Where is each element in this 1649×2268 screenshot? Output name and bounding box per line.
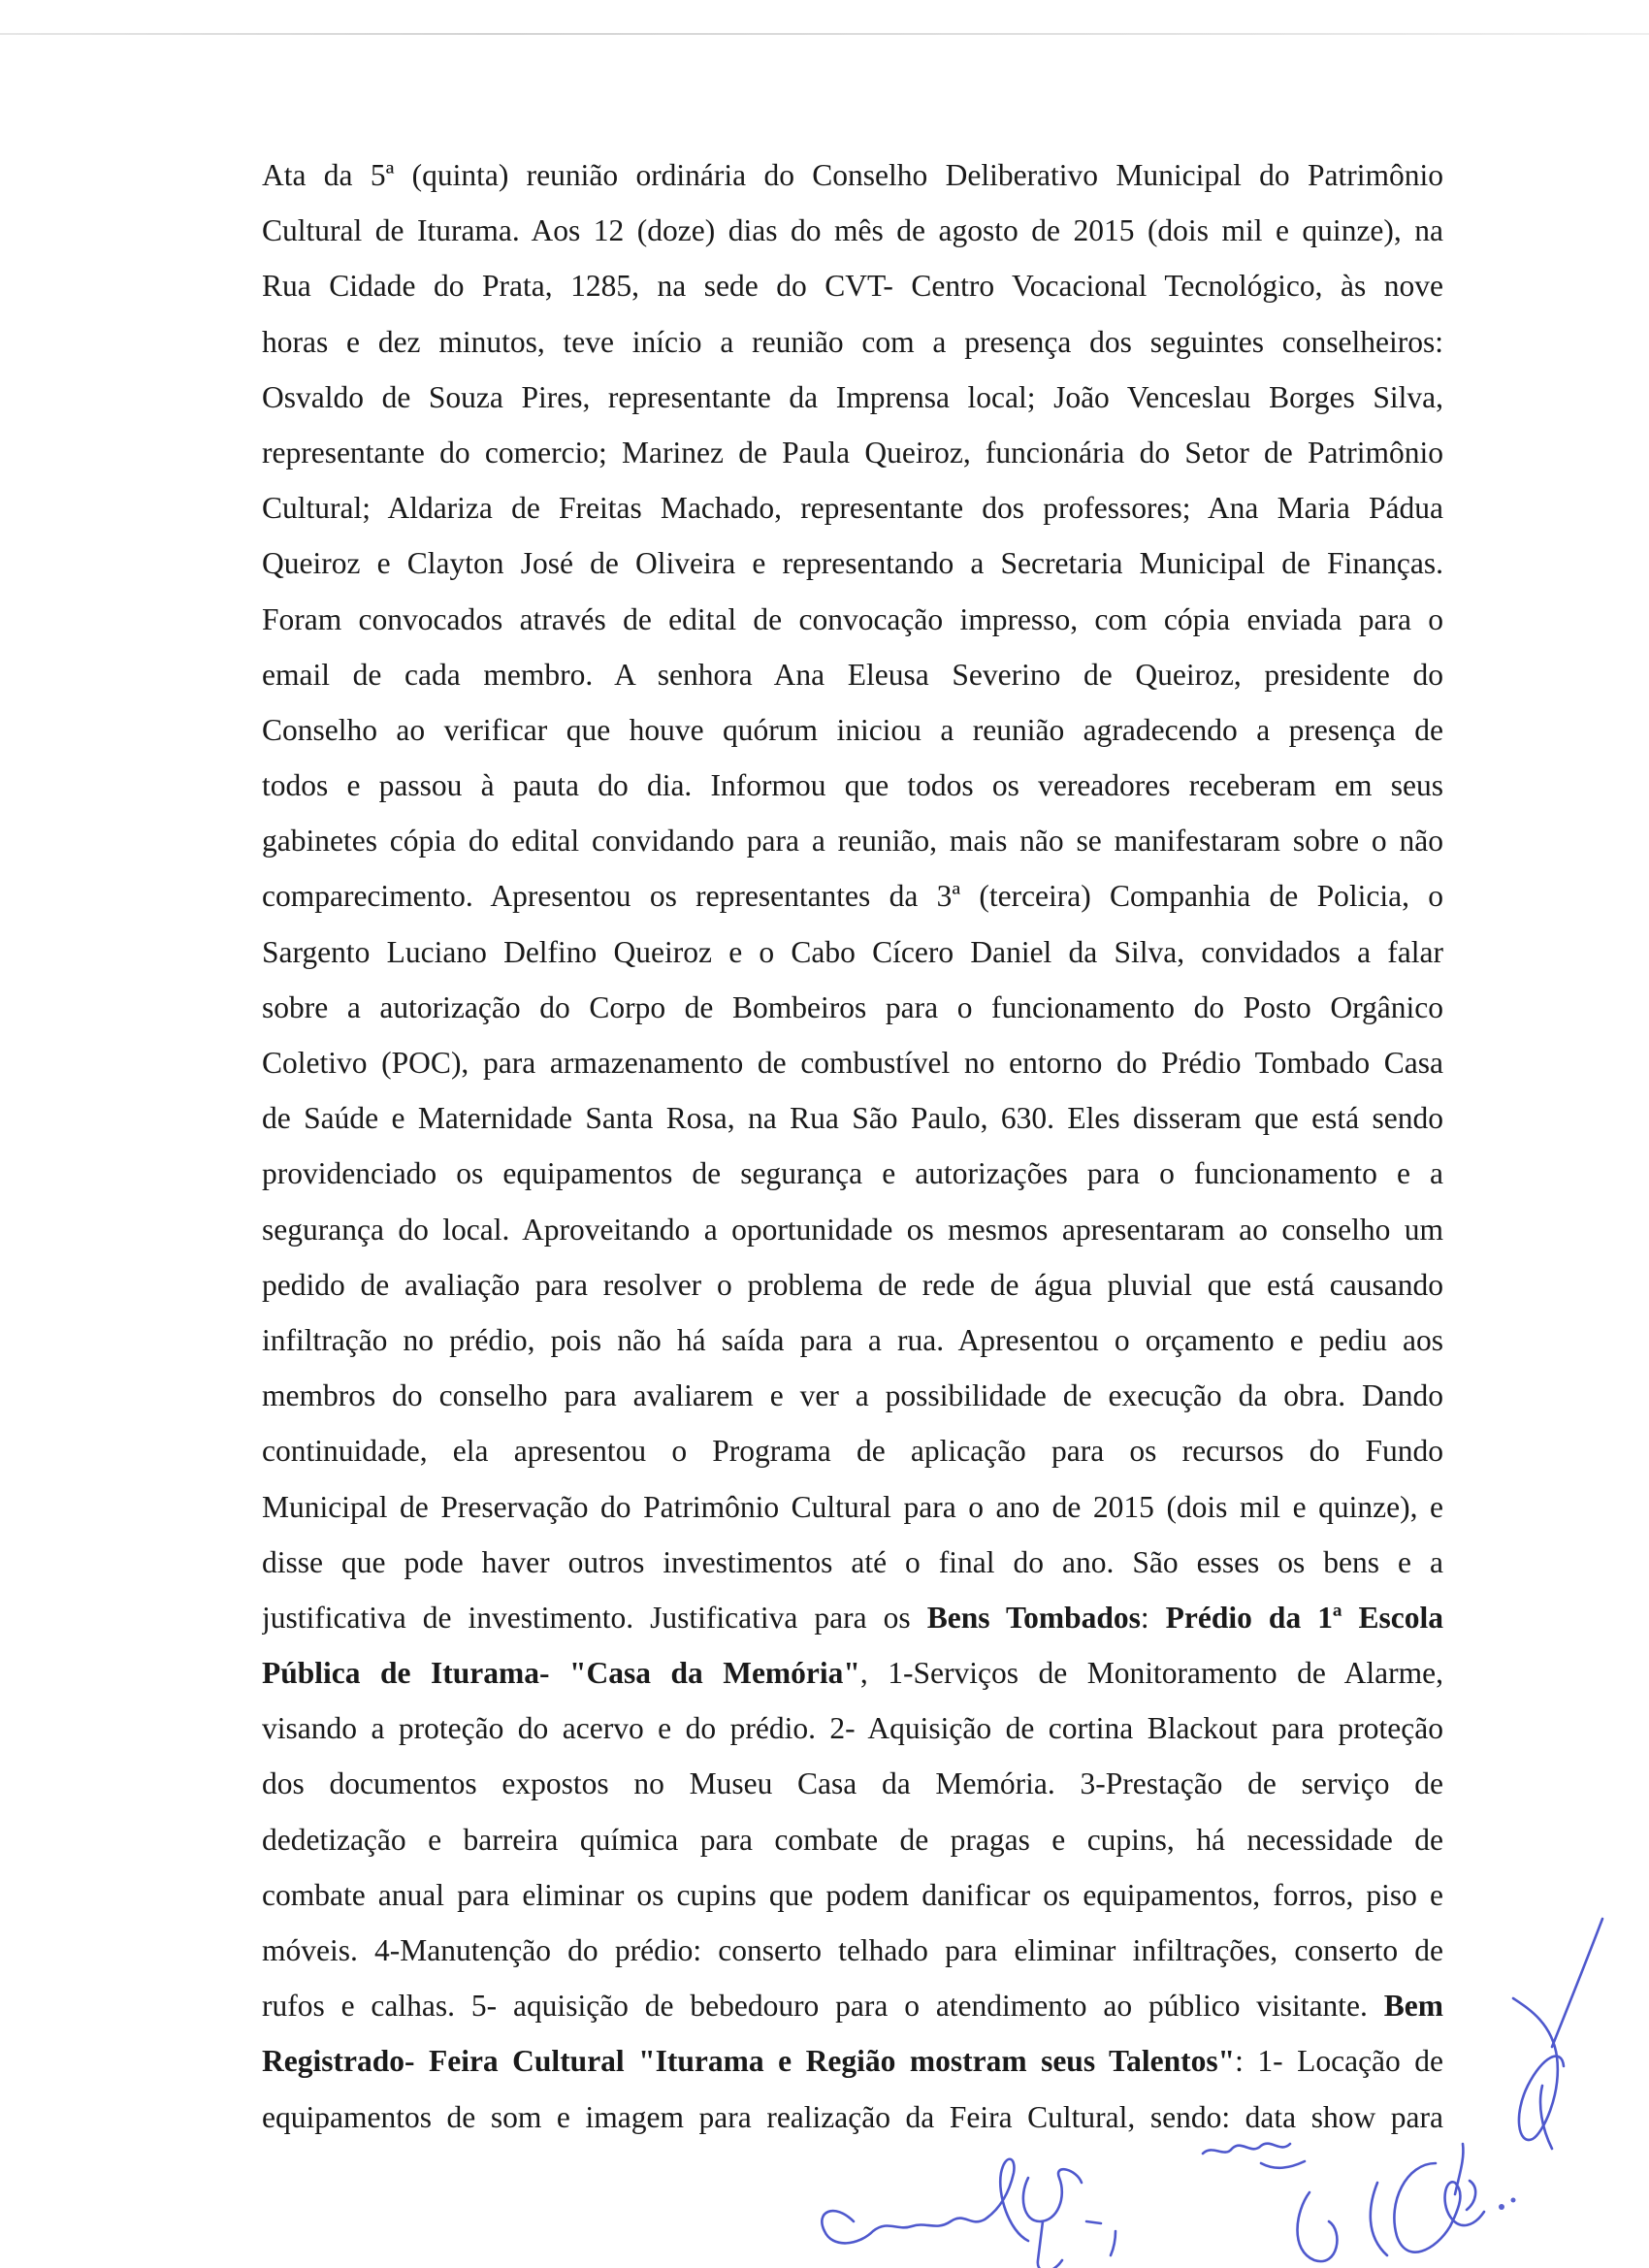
text-span: combate anual para eliminar os cupins que podem danificar os equipamentos, forros, piso e [262,1877,1443,1912]
text-line [262,1701,1443,1756]
text-span: Cultural de Iturama. Aos 12 (doze) dias do mês de agosto de 2015 (dois mil e quinze), na [262,213,1443,248]
bold-text: Bem [1383,1989,1443,2024]
text-line [262,592,1443,647]
text-line [262,1978,1443,2033]
bold-text: Prédio da 1ª Escola [1165,1600,1443,1635]
text-span: sobre a autorização do Corpo de Bombeiros para o funcionamento do Posto Orgânico [262,989,1443,1024]
signature-1 [822,2159,1028,2244]
text-span: : [1140,1600,1166,1635]
text-span: Municipal de Preservação do Patrimônio Cultural para o ano de 2015 (dois mil e quinze), e [262,1489,1443,1524]
text-span: continuidade, ela apresentou o Programa de aplicação para os recursos do Fundo [262,1434,1443,1469]
text-line [262,1090,1443,1146]
text-line [262,924,1443,980]
text-span: dos documentos expostos no Museu Casa da Memória. 3-Prestação de serviço de [262,1766,1443,1801]
signature-5 [1298,2192,1338,2261]
text-line [262,258,1443,313]
text-span: comparecimento. Apresentou os representantes da 3ª (terceira) Companhia de Policia, o [262,879,1443,914]
text-line [262,1812,1443,1867]
text-span: pedido de avaliação para resolver o problema de rede de água pluvial que está causando [262,1267,1443,1302]
text-line [262,980,1443,1035]
text-line [262,370,1443,425]
text-line [262,425,1443,480]
text-line [262,1590,1443,1645]
text-line [262,203,1443,258]
text-line [262,1535,1443,1590]
text-line [262,1257,1443,1312]
margin-mark-2 [1455,2144,1463,2194]
text-span: Queiroz e Clayton José de Oliveira e representando a Secretaria Municipal de Finanças. [262,546,1443,581]
text-line [262,480,1443,535]
margin-initial-stroke [1552,1919,1602,2047]
text-line [262,1867,1443,1923]
margin-initial-loop [1513,1998,1564,2140]
text-span: , 1-Serviços de Monitoramento de Alarme, [859,1656,1443,1691]
text-span: móveis. 4-Manutenção do prédio: conserto telhado para eliminar infiltrações, conserto de [262,1933,1443,1967]
text-span: membros do conselho para avaliarem e ver a possibilidade de execução da obra. Dando [262,1378,1443,1413]
text-span: Conselho ao verificar que houve quórum iniciou a reunião agradecendo a presença de [262,712,1443,747]
margin-initial-tail [1540,2086,1552,2149]
text-span: email de cada membro. A senhora Ana Eleusa Severino de Queiroz, presidente do [262,657,1443,692]
text-span: segurança do local. Aproveitando a oportunidade os mesmos apresentaram ao conselho um [262,1212,1443,1247]
text-span: infiltração no prédio, pois não há saída para a rua. Apresentou o orçamento e pediu aos [262,1322,1443,1357]
text-line [262,1423,1443,1478]
text-span: representante do comercio; Marinez de Paula Queiroz, funcionária do Setor de Patrimônio [262,435,1443,470]
text-span: equipamentos de som e imagem para realização da Feira Cultural, sendo: data show para [262,2099,1443,2134]
text-line [262,1479,1443,1535]
text-span: : 1- Locação de [1235,2044,1443,2079]
text-span: providenciado os equipamentos de segurança e autorizações para o funcionamento e a [262,1156,1443,1191]
text-span: gabinetes cópia do edital convidando para a reunião, mais não se manifestaram sobre o não [262,824,1443,859]
text-span: Coletivo (POC), para armazenamento de combustível no entorno do Prédio Tombado Casa [262,1046,1443,1080]
text-span: Ata da 5ª (quinta) reunião ordinária do Conselho Deliberativo Municipal do Patrimônio [262,158,1443,192]
text-span: dedetização e barreira química para combate de pragas e cupins, há necessidade de [262,1822,1443,1857]
text-line [262,813,1443,868]
signature-3 [1086,2221,1116,2255]
text-line [262,702,1443,758]
text-span: Osvaldo de Souza Pires, representante da Imprensa local; João Venceslau Borges Silva, [262,379,1443,414]
text-span: rufos e calhas. 5- aquisição de bebedouro para o atendimento ao público visitante. [262,1989,1384,2024]
text-line [262,1202,1443,1257]
signature-6 [1394,2163,1484,2252]
text-line [262,2033,1443,2089]
text-span: disse que pode haver outros investimentos até o final do ano. São esses os bens e a [262,1544,1443,1579]
text-line [262,758,1443,813]
ink-dot [1499,2204,1504,2210]
text-span: horas e dez minutos, teve início a reunião com a presença dos seguintes conselheiros: [262,324,1443,359]
text-line [262,314,1443,370]
text-span: todos e passou à pauta do dia. Informou que todos os vereadores receberam em seus [262,768,1443,803]
text-line [262,647,1443,702]
text-span: Sargento Luciano Delfino Queiroz e o Cabo Cícero Daniel da Silva, convidados a falar [262,934,1443,969]
ink-dot [1511,2198,1516,2203]
text-line [262,1756,1443,1811]
signature-2 [1023,2169,1082,2268]
text-line [262,1312,1443,1368]
text-span: de Saúde e Maternidade Santa Rosa, na Rua São Paulo, 630. Eles disseram que está sendo [262,1101,1443,1136]
text-span: Foram convocados através de edital de convocação impresso, com cópia enviada para o [262,601,1443,636]
text-line [262,535,1443,591]
text-span: Rua Cidade do Prata, 1285, na sede do CVT- Centro Vocacional Tecnológico, às nove [262,269,1443,304]
text-line [262,1368,1443,1423]
text-line [262,868,1443,923]
bold-text: Registrado- Feira Cultural "Iturama e Região mostram seus Talentos" [262,2044,1236,2079]
text-span: justificativa de investimento. Justificativa para os [262,1600,927,1635]
bold-text: Bens Tombados [926,1600,1141,1635]
text-line [262,1645,1443,1701]
text-span: visando a proteção do acervo e do prédio. 2- Aquisição de cortina Blackout para proteção [262,1711,1443,1746]
scan-top-edge [0,33,1649,35]
minutes-body [262,147,1443,2145]
text-line [262,1035,1443,1090]
signature-4 [1203,2144,1305,2168]
text-span: Cultural; Aldariza de Freitas Machado, representante dos professores; Ana Maria Pádua [262,491,1443,526]
signature-7 [1371,2183,1387,2255]
text-line [262,1923,1443,1978]
bold-text: Pública de Iturama- "Casa da Memória" [262,1656,860,1691]
text-line [262,2090,1443,2145]
text-line [262,147,1443,203]
margin-mark [1467,2181,1475,2210]
text-line [262,1146,1443,1201]
